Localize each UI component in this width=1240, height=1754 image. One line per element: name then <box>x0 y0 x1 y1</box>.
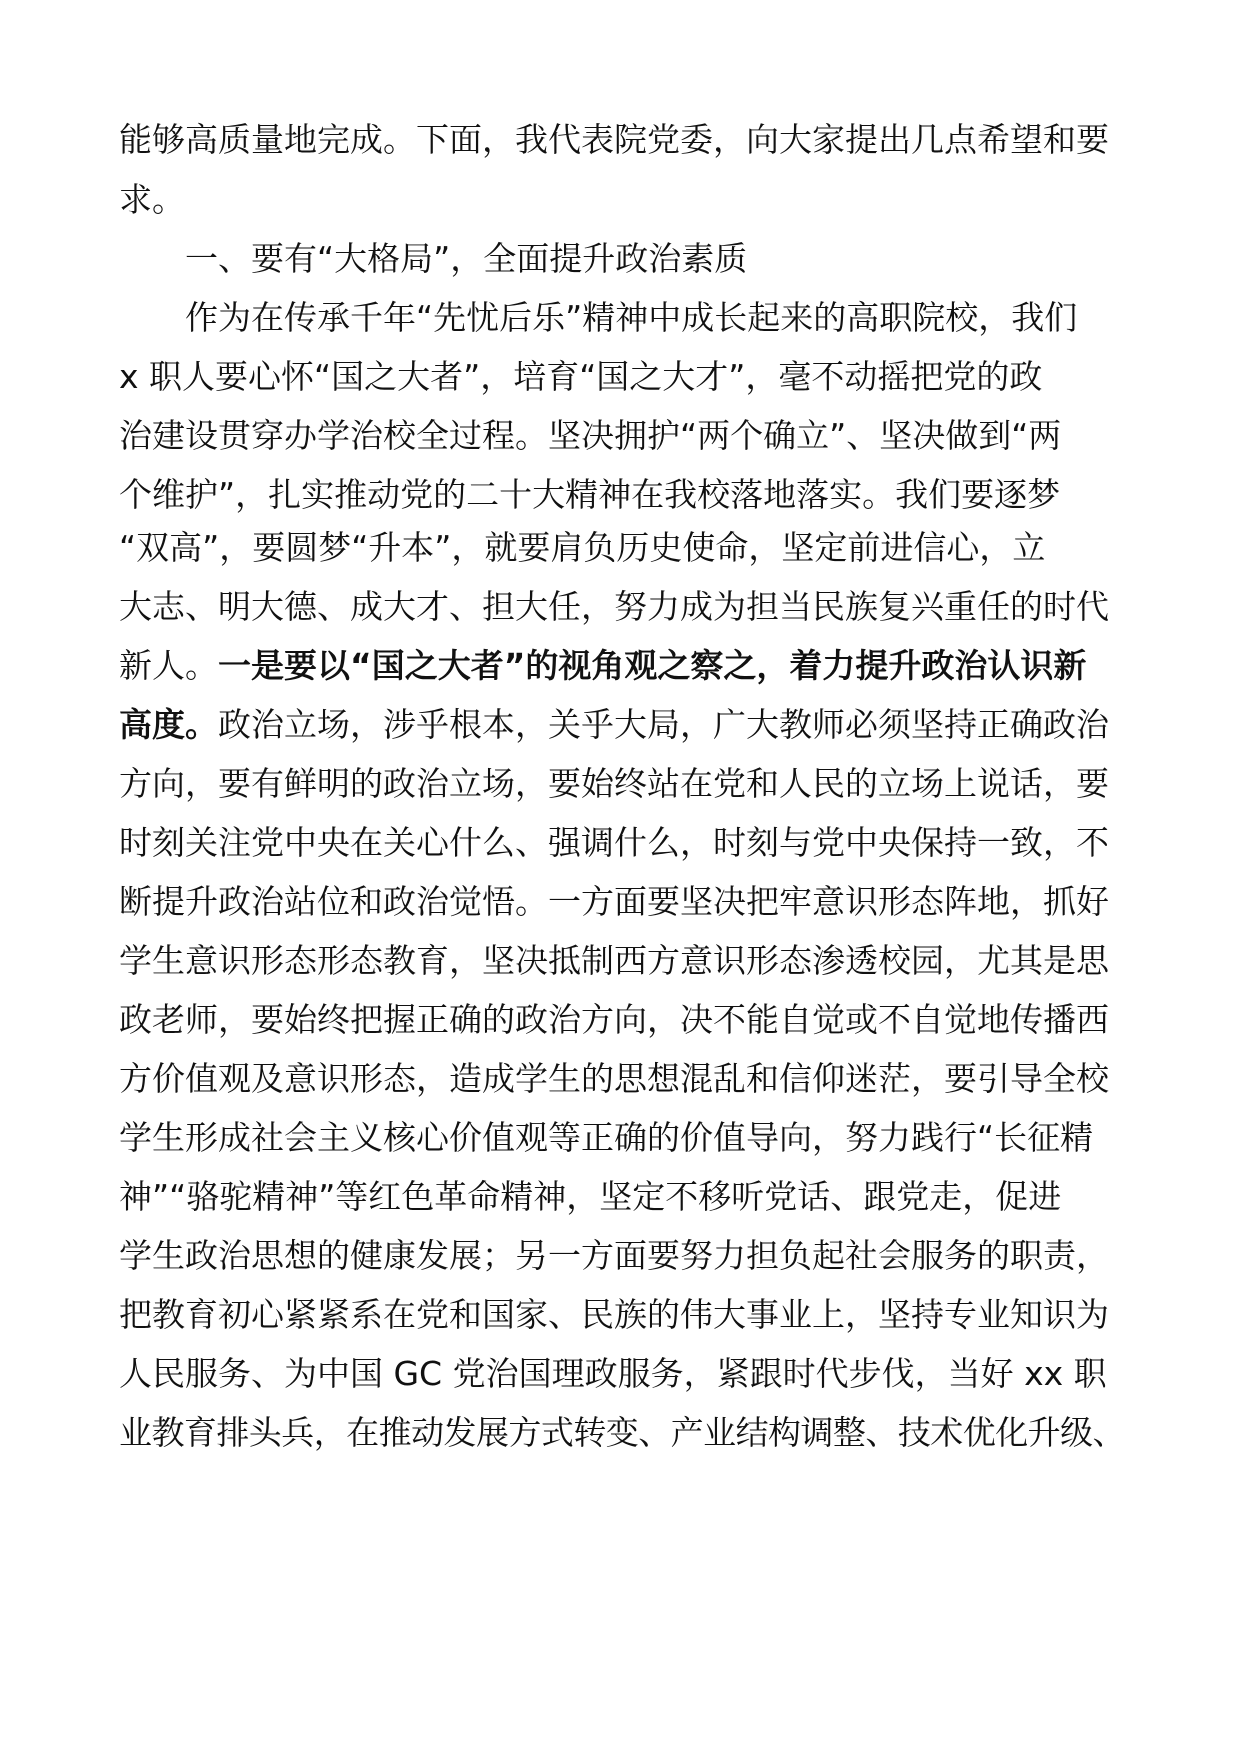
text-line: 大志、明大德、成大才、担大任，努力成为担当民族复兴重任的时代 <box>119 587 1109 626</box>
text-line: 个维护”，扎实推动党的二十大精神在我校落地落实。我们要逐梦 <box>119 475 1061 514</box>
text-line: x 职人要心怀“国之大者”，培育“国之大才”，毫不动摇把党的政 <box>119 357 1043 396</box>
text-line: 方价值观及意识形态，造成学生的思想混乱和信仰迷茫，要引导全校 <box>119 1059 1109 1098</box>
emphasis-text: 一是要以“国之大者”的视角观之察之，着力提升政治认识新 <box>218 646 1087 685</box>
text-line: 能够高质量地完成。下面，我代表院党委，向大家提出几点希望和要 <box>119 120 1109 159</box>
text-line: 学生政治思想的健康发展；另一方面要努力担负起社会服务的职责， <box>119 1236 1109 1275</box>
text-line: “双高”，要圆梦“升本”，就要肩负历史使命，坚定前进信心，立 <box>119 528 1046 567</box>
text-line: 断提升政治站位和政治觉悟。一方面要坚决把牢意识形态阵地，抓好 <box>119 882 1109 921</box>
text-line: 方向，要有鲜明的政治立场，要始终站在党和人民的立场上说话，要 <box>119 764 1109 803</box>
emphasis-text: 高度。 <box>119 705 218 744</box>
text-line-with-emphasis <box>119 692 1109 758</box>
section-heading: 一、要有“大格局”，全面提升政治素质 <box>185 239 748 278</box>
text-run: 新人。 <box>119 646 218 685</box>
text-line: 学生形成社会主义核心价值观等正确的价值导向，努力践行“长征精 <box>119 1118 1094 1157</box>
text-line: 政老师，要始终把握正确的政治方向，决不能自觉或不自觉地传播西 <box>119 1000 1109 1039</box>
text-line: 学生意识形态形态教育，坚决抵制西方意识形态渗透校园，尤其是思 <box>119 941 1109 980</box>
text-line: 神”“骆驼精神”等红色革命精神，坚定不移听党话、跟党走，促进 <box>119 1177 1062 1216</box>
text-run: 政治立场，涉乎根本，关乎大局，广大教师必须坚持正确政治 <box>218 705 1109 744</box>
text-line-with-emphasis <box>119 633 1086 699</box>
text-line: 时刻关注党中央在关心什么、强调什么，时刻与党中央保持一致，不 <box>119 823 1109 862</box>
text-line: 人民服务、为中国 GC 党治国理政服务，紧跟时代步伐，当好 xx 职 <box>119 1354 1107 1393</box>
text-line: 作为在传承千年“先忧后乐”精神中成长起来的高职院校，我们 <box>185 298 1078 337</box>
text-line: 治建设贯穿办学治校全过程。坚决拥护“两个确立”、坚决做到“两 <box>119 416 1062 455</box>
text-line: 把教育初心紧紧系在党和国家、民族的伟大事业上，坚持专业知识为 <box>119 1295 1109 1334</box>
text-line: 业教育排头兵，在推动发展方式转变、产业结构调整、技术优化升级、 <box>119 1413 1126 1452</box>
text-line: 求。 <box>119 180 185 219</box>
